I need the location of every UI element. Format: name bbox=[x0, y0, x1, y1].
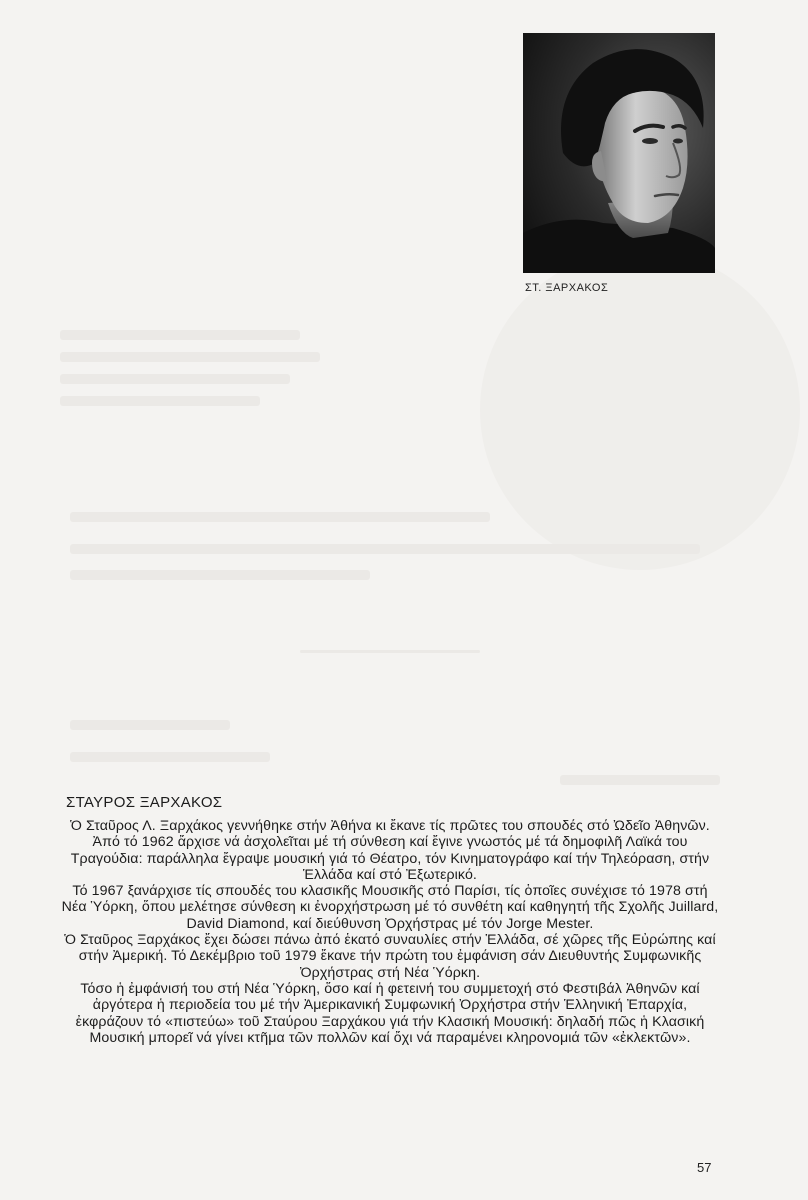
bleed-through-line bbox=[60, 352, 320, 362]
bleed-through-line bbox=[300, 650, 480, 653]
article-paragraph: Ὁ Σταῦρος Λ. Ξαρχάκος γεννήθηκε στήν Ἀθήνα κι ἔκανε τίς πρῶτες του σπουδές στό Ὠδεῖο Ἀθηνῶν. Ἀπό τό 1962 ἄρχισε νά ἀσχολεῖται μέ τή σύνθεση καί ἔγινε γνωστός μέ τά δημοφιλῆ Λαϊκά του Τραγούδια: παράλληλα ἔγραψε μουσική γιά τό Θέατρο, τόν Κινηματογράφο καί τήν Τηλεόραση, στήν Ἑλλάδα καί στό Ἐξωτερικό. bbox=[70, 818, 710, 883]
article-title: ΣΤΑΥΡΟΣ ΞΑΡΧΑΚΟΣ bbox=[66, 794, 223, 811]
bleed-through-line bbox=[560, 775, 720, 785]
photo-caption: ΣΤ. ΞΑΡΧΑΚΟΣ bbox=[525, 282, 609, 294]
article-paragraph: Τόσο ἡ ἐμφάνισή του στή Νέα Ὑόρκη, ὅσο καί ἡ φετεινή του συμμετοχή στό Φεστιβάλ Ἀθηνῶν καί ἀργότερα ἡ περιοδεία του μέ τήν Ἀμερικανική Συμφωνική Ὀρχήστρα στήν Ἑλληνική Ἐπαρχία, ἐκφράζουν τό «πιστεύω» τοῦ Σταύρου Ξαρχάκου γιά τήν Κλασική Μουσική: δηλαδή πῶς ἡ Κλασική Μουσική μπορεῖ νά γίνει κτῆμα τῶν πολλῶν καί ὄχι νά παραμένει κληρονομιά τῶν «ἐκλεκτῶν». bbox=[75, 980, 705, 1046]
article-paragraph: Τό 1967 ξανάρχισε τίς σπουδές του κλασικῆς Μουσικῆς στό Παρίσι, τίς ὁποῖες συνέχισε τό 1978 στή Νέα Ὑόρκη, ὅπου μελέτησε σύνθεση κι ἐνορχήστρωση μέ τό συνθέτη καί καθηγητή τῆς Σχολῆς Juillard, David Diamond, καί διεύθυνση Ὀρχήστρας μέ τόν Jorge Mester. bbox=[61, 883, 719, 932]
article-paragraph: Ὁ Σταῦρος Ξαρχάκος ἔχει δώσει πάνω ἀπό ἑκατό συναυλίες στήν Ἑλλάδα, σέ χῶρες τῆς Εὐρώπης καί στήν Ἀμερική. Τό Δεκέμβριο τοῦ 1979 ἔκανε τήν πρώτη του ἐμφάνιση σάν Διευθυντής Συμφωνικῆς Ὀρχήστρας στή Νέα Ὑόρκη. bbox=[64, 932, 716, 981]
bleed-through-line bbox=[70, 512, 490, 522]
article-body bbox=[60, 818, 720, 1046]
bleed-through-shadow bbox=[480, 250, 800, 570]
bleed-through-line bbox=[60, 396, 260, 406]
bleed-through-line bbox=[70, 752, 270, 762]
bleed-through-line bbox=[60, 374, 290, 384]
bleed-through-line bbox=[70, 720, 230, 730]
portrait-illustration bbox=[523, 33, 715, 273]
bleed-through-line bbox=[70, 570, 370, 580]
bleed-through-line bbox=[70, 544, 700, 554]
page-number: 57 bbox=[697, 1160, 712, 1175]
bleed-through-line bbox=[60, 330, 300, 340]
portrait-photo bbox=[523, 33, 715, 273]
